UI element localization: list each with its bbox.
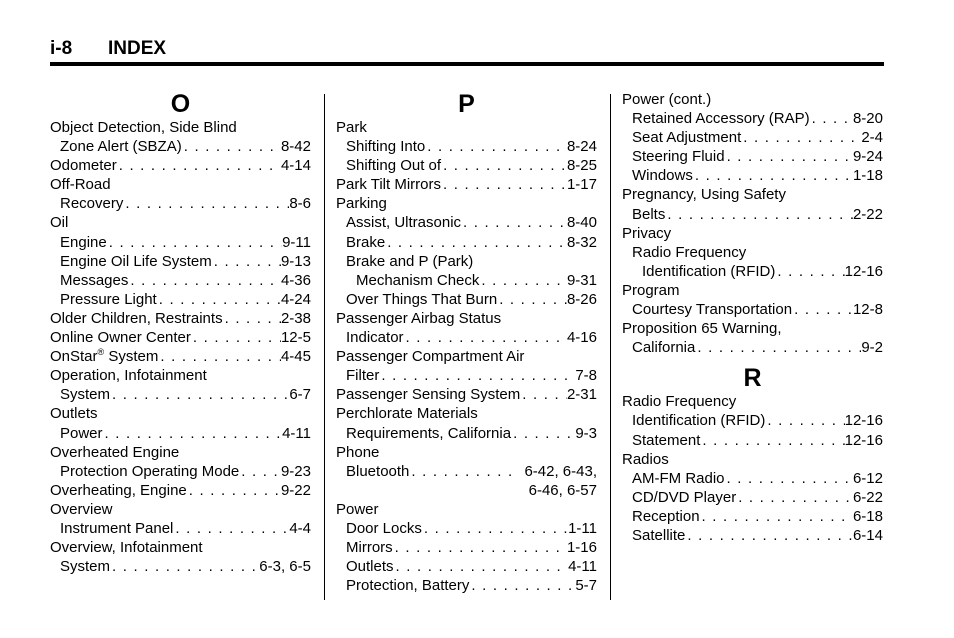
- dot-leader: [157, 290, 281, 309]
- page-number: i-8: [50, 38, 73, 59]
- dot-leader: [741, 128, 861, 147]
- page-ref: 4-16: [566, 329, 597, 347]
- index-entry: [50, 385, 311, 404]
- index-entry: [336, 385, 597, 404]
- dot-leader: [441, 175, 567, 194]
- page-ref: 4-24: [280, 290, 311, 308]
- heading-text: Privacy: [622, 224, 672, 242]
- dot-leader: [497, 290, 567, 309]
- entry-term: Identification (RFID): [632, 412, 766, 430]
- index-heading: [622, 319, 883, 338]
- entry-term: Retained Accessory (RAP): [632, 110, 810, 128]
- entry-term: Steering Fluid: [632, 148, 725, 166]
- entry-term: California: [632, 339, 696, 357]
- index-entry: [50, 424, 311, 443]
- heading-text: Perchlorate Materials: [336, 405, 478, 423]
- index-entry: [336, 462, 597, 481]
- dot-leader: [469, 576, 575, 595]
- header-rule: [50, 62, 884, 66]
- index-entry: [50, 252, 311, 271]
- page-ref: 6-7: [289, 386, 311, 404]
- index-heading: [50, 500, 311, 519]
- dot-leader: [223, 309, 281, 328]
- entry-term: Park Tilt Mirrors: [336, 176, 441, 194]
- index-entry: [336, 233, 597, 252]
- index-entry: [622, 431, 883, 450]
- index-heading: [336, 443, 597, 462]
- index-entry-continuation: [336, 481, 597, 500]
- page-ref: 4-14: [280, 157, 311, 175]
- index-entry: [336, 576, 597, 595]
- heading-text: Overview: [50, 500, 113, 518]
- page-ref: 6-12: [852, 469, 883, 487]
- dot-leader: [461, 213, 567, 232]
- entry-term: Windows: [632, 167, 693, 185]
- page-ref: 12-8: [852, 301, 883, 319]
- dot-leader: [685, 526, 853, 545]
- index-heading: [336, 194, 597, 213]
- heading-text: Power: [336, 500, 379, 518]
- entry-term: Assist, Ultrasonic: [346, 214, 462, 232]
- index-heading: [50, 443, 311, 462]
- dot-leader: [695, 338, 861, 357]
- entry-term: Mirrors: [346, 539, 393, 557]
- page-ref: 9-22: [280, 481, 311, 499]
- entry-term: Brake: [346, 233, 386, 251]
- page-ref: 6-46, 6-57: [528, 481, 597, 499]
- page-ref: 2-22: [852, 205, 883, 223]
- page-ref: 6-3, 6-5: [259, 558, 311, 576]
- entry-term: Bluetooth: [346, 462, 410, 480]
- page-ref: 12-5: [280, 329, 311, 347]
- index-heading: [622, 392, 883, 411]
- entry-term: Filter: [346, 367, 380, 385]
- index-column-3: [622, 90, 883, 545]
- index-heading: [622, 224, 883, 243]
- dot-leader: [520, 385, 567, 404]
- column-divider: [610, 94, 611, 600]
- heading-text: Pregnancy, Using Safety: [622, 186, 786, 204]
- page-ref: 7-8: [575, 367, 597, 385]
- page-ref: 6-18: [852, 507, 883, 525]
- page-ref: 12-16: [844, 431, 883, 449]
- entry-term: Mechanism Check: [356, 271, 480, 289]
- column-divider: [324, 94, 325, 600]
- heading-text: Object Detection, Side Blind: [50, 119, 237, 136]
- heading-text: Park: [336, 119, 367, 136]
- dot-leader: [385, 233, 567, 252]
- dot-leader: [212, 252, 281, 271]
- index-heading: [336, 309, 597, 328]
- index-entry: [622, 166, 883, 185]
- index-entry: [336, 137, 597, 156]
- entry-term: Pressure Light: [60, 290, 157, 308]
- page-ref: 9-31: [566, 271, 597, 289]
- index-entry: [336, 290, 597, 309]
- registered-mark: ®: [97, 347, 105, 358]
- entry-term: Odometer: [50, 157, 117, 175]
- page-ref: 1-11: [568, 519, 597, 537]
- page-ref: 1-16: [566, 539, 597, 557]
- page-ref: 8-25: [566, 157, 597, 175]
- page-ref: 8-6: [289, 195, 311, 213]
- entry-term: CD/DVD Player: [632, 488, 737, 506]
- page-ref: 1-18: [852, 167, 883, 185]
- heading-text: Overview, Infotainment: [50, 539, 203, 557]
- index-entry: [622, 262, 883, 281]
- dot-leader: [665, 205, 853, 224]
- index-entry: [336, 424, 597, 443]
- entry-term: System: [60, 386, 111, 404]
- page-ref: 8-42: [280, 138, 311, 156]
- dot-leader: [409, 462, 520, 481]
- page-ref: 5-7: [575, 577, 597, 595]
- entry-term: Protection Operating Mode: [60, 462, 240, 480]
- index-heading: [336, 500, 597, 519]
- entry-term: Protection, Battery: [346, 577, 470, 595]
- index-heading: [50, 175, 311, 194]
- page-ref: 9-23: [280, 462, 311, 480]
- dot-leader: [422, 519, 568, 538]
- index-entry: [50, 481, 311, 500]
- index-heading: [622, 450, 883, 469]
- entry-term: Instrument Panel: [60, 519, 174, 537]
- entry-term: Reception: [632, 507, 700, 525]
- entry-term: Belts: [632, 205, 666, 223]
- page-ref: 9-13: [280, 252, 311, 270]
- index-entry: [622, 469, 883, 488]
- heading-text: Brake and P (Park): [346, 252, 474, 270]
- entry-term: Shifting Out of: [346, 157, 442, 175]
- index-entry: [622, 205, 883, 224]
- index-heading: [336, 118, 597, 137]
- dot-leader: [693, 166, 853, 185]
- entry-term: Identification (RFID): [642, 262, 776, 280]
- section-letter-o: O: [170, 90, 191, 118]
- index-heading: [622, 185, 883, 204]
- index-heading: [50, 538, 311, 557]
- dot-leader: [239, 462, 281, 481]
- index-heading: [622, 243, 883, 262]
- page-title: INDEX: [108, 38, 167, 59]
- index-entry: [622, 109, 883, 128]
- heading-text: Phone: [336, 443, 380, 461]
- entry-term: Seat Adjustment: [632, 129, 742, 147]
- section-letter-r: R: [743, 364, 762, 393]
- dot-leader: [404, 328, 567, 347]
- entry-term: Statement: [632, 431, 701, 449]
- heading-text: Power (cont.): [622, 91, 712, 108]
- dot-leader: [128, 271, 281, 290]
- page-ref: 8-26: [566, 290, 597, 308]
- index-entry: [336, 366, 597, 385]
- dot-leader: [725, 147, 853, 166]
- entry-term: Older Children, Restraints: [50, 309, 223, 327]
- heading-text: Operation, Infotainment: [50, 367, 207, 385]
- entry-term: Messages: [60, 271, 129, 289]
- index-entry: [622, 300, 883, 319]
- dot-leader: [736, 488, 853, 507]
- heading-text: Proposition 65 Warning,: [622, 320, 782, 338]
- page-ref: 4-4: [289, 519, 311, 537]
- page-ref: 9-3: [575, 424, 597, 442]
- index-entry: [50, 290, 311, 309]
- index-entry: [50, 347, 311, 366]
- page-ref: 9-24: [852, 148, 883, 166]
- index-heading: [50, 366, 311, 385]
- page-ref: 4-11: [568, 558, 597, 576]
- entry-term: System: [60, 558, 111, 576]
- heading-text: Outlets: [50, 405, 98, 423]
- index-entry: [622, 147, 883, 166]
- page-ref: 2-38: [280, 309, 311, 327]
- page-ref: 9-2: [861, 339, 883, 357]
- page-ref: 4-11: [282, 424, 311, 442]
- index-heading: [336, 347, 597, 366]
- entry-term: Engine Oil Life System: [60, 252, 212, 270]
- index-column-1: [50, 90, 311, 576]
- dot-leader: [792, 300, 853, 319]
- index-entry: [622, 488, 883, 507]
- index-entry: [336, 519, 597, 538]
- entry-term: Courtesy Transportation: [632, 301, 793, 319]
- page-ref: 4-36: [280, 271, 311, 289]
- index-entry: [50, 557, 311, 576]
- dot-leader: [700, 431, 844, 450]
- dot-leader: [158, 347, 281, 366]
- dot-leader: [379, 366, 575, 385]
- dot-leader: [393, 538, 567, 557]
- heading-text: Passenger Compartment Air: [336, 348, 525, 366]
- heading-text: Program: [622, 281, 680, 299]
- dot-leader: [182, 137, 281, 156]
- entry-term: Outlets: [346, 558, 394, 576]
- page-ref: 9-11: [282, 233, 311, 251]
- dot-leader: [775, 262, 844, 281]
- page-ref: 12-16: [844, 412, 883, 430]
- index-entry: [50, 462, 311, 481]
- index-entry: [622, 128, 883, 147]
- entry-term: Engine: [60, 233, 107, 251]
- index-entry: [50, 271, 311, 290]
- entry-term: Recovery: [60, 195, 124, 213]
- entry-term: Door Locks: [346, 519, 422, 537]
- dot-leader: [479, 271, 567, 290]
- dot-leader: [425, 137, 567, 156]
- entry-term: Over Things That Burn: [346, 290, 498, 308]
- entry-term: Indicator: [346, 329, 404, 347]
- entry-term: Power: [60, 424, 103, 442]
- dot-leader: [107, 233, 282, 252]
- page-ref: 6-22: [852, 488, 883, 506]
- dot-leader: [511, 424, 575, 443]
- index-heading: [336, 404, 597, 423]
- index-entry: [336, 156, 597, 175]
- dot-leader: [117, 156, 281, 175]
- index-heading: [622, 281, 883, 300]
- entry-term: Requirements, California: [346, 424, 512, 442]
- heading-text: Parking: [336, 195, 387, 213]
- index-entry: [622, 526, 883, 545]
- page-ref: 12-16: [844, 262, 883, 280]
- page-ref: 4-45: [280, 348, 311, 366]
- index-entry: [50, 519, 311, 538]
- entry-term: Satellite: [632, 526, 686, 544]
- page-ref: 8-24: [566, 138, 597, 156]
- dot-leader: [123, 194, 289, 213]
- dot-leader: [394, 557, 569, 576]
- index-entry: [336, 538, 597, 557]
- entry-term: Shifting Into: [346, 138, 426, 156]
- page-ref: 6-42, 6-43,: [524, 462, 597, 480]
- index-heading: [50, 213, 311, 232]
- entry-term: Passenger Sensing System: [336, 386, 521, 404]
- index-heading: [622, 90, 883, 109]
- page-ref: 2-4: [861, 129, 883, 147]
- section-letter-p: P: [458, 90, 475, 118]
- index-entry: [50, 194, 311, 213]
- index-heading: [50, 118, 311, 137]
- index-entry: [622, 411, 883, 430]
- heading-text: Radios: [622, 450, 669, 468]
- page-ref: 8-20: [852, 110, 883, 128]
- index-entry: [50, 137, 311, 156]
- entry-term: OnStar® System: [50, 347, 159, 366]
- heading-text: Radio Frequency: [622, 393, 737, 411]
- heading-text: Oil: [50, 214, 69, 232]
- index-entry: [336, 213, 597, 232]
- page-ref: 8-32: [566, 233, 597, 251]
- index-entry: [622, 507, 883, 526]
- index-entry: [336, 175, 597, 194]
- index-entry: [50, 233, 311, 252]
- heading-text: Passenger Airbag Status: [336, 309, 502, 327]
- index-entry: [50, 328, 311, 347]
- index-heading: [50, 404, 311, 423]
- page-ref: 1-17: [566, 176, 597, 194]
- entry-term: Overheating, Engine: [50, 481, 187, 499]
- dot-leader: [441, 156, 567, 175]
- dot-leader: [173, 519, 289, 538]
- index-heading: [336, 252, 597, 271]
- dot-leader: [103, 424, 283, 443]
- dot-leader: [110, 385, 289, 404]
- dot-leader: [110, 557, 259, 576]
- dot-leader: [765, 411, 844, 430]
- entry-term: AM-FM Radio: [632, 469, 725, 487]
- dot-leader: [187, 481, 281, 500]
- heading-text: Off-Road: [50, 176, 111, 194]
- entry-term: Zone Alert (SBZA): [60, 138, 182, 156]
- dot-leader: [700, 507, 853, 526]
- page-ref: 2-31: [566, 386, 597, 404]
- index-column-2: [336, 90, 597, 595]
- page-ref: 8-40: [566, 214, 597, 232]
- index-entry: [336, 328, 597, 347]
- entry-term: Online Owner Center: [50, 329, 191, 347]
- heading-text: Radio Frequency: [632, 243, 747, 261]
- dot-leader: [191, 328, 281, 347]
- heading-text: Overheated Engine: [50, 443, 180, 461]
- index-entry: [336, 271, 597, 290]
- index-entry: [622, 338, 883, 357]
- index-entry: [50, 309, 311, 328]
- index-entry: [50, 156, 311, 175]
- index-entry: [336, 557, 597, 576]
- dot-leader: [725, 469, 853, 488]
- dot-leader: [810, 109, 853, 128]
- page-ref: 6-14: [852, 526, 883, 544]
- page-header: [50, 38, 166, 60]
